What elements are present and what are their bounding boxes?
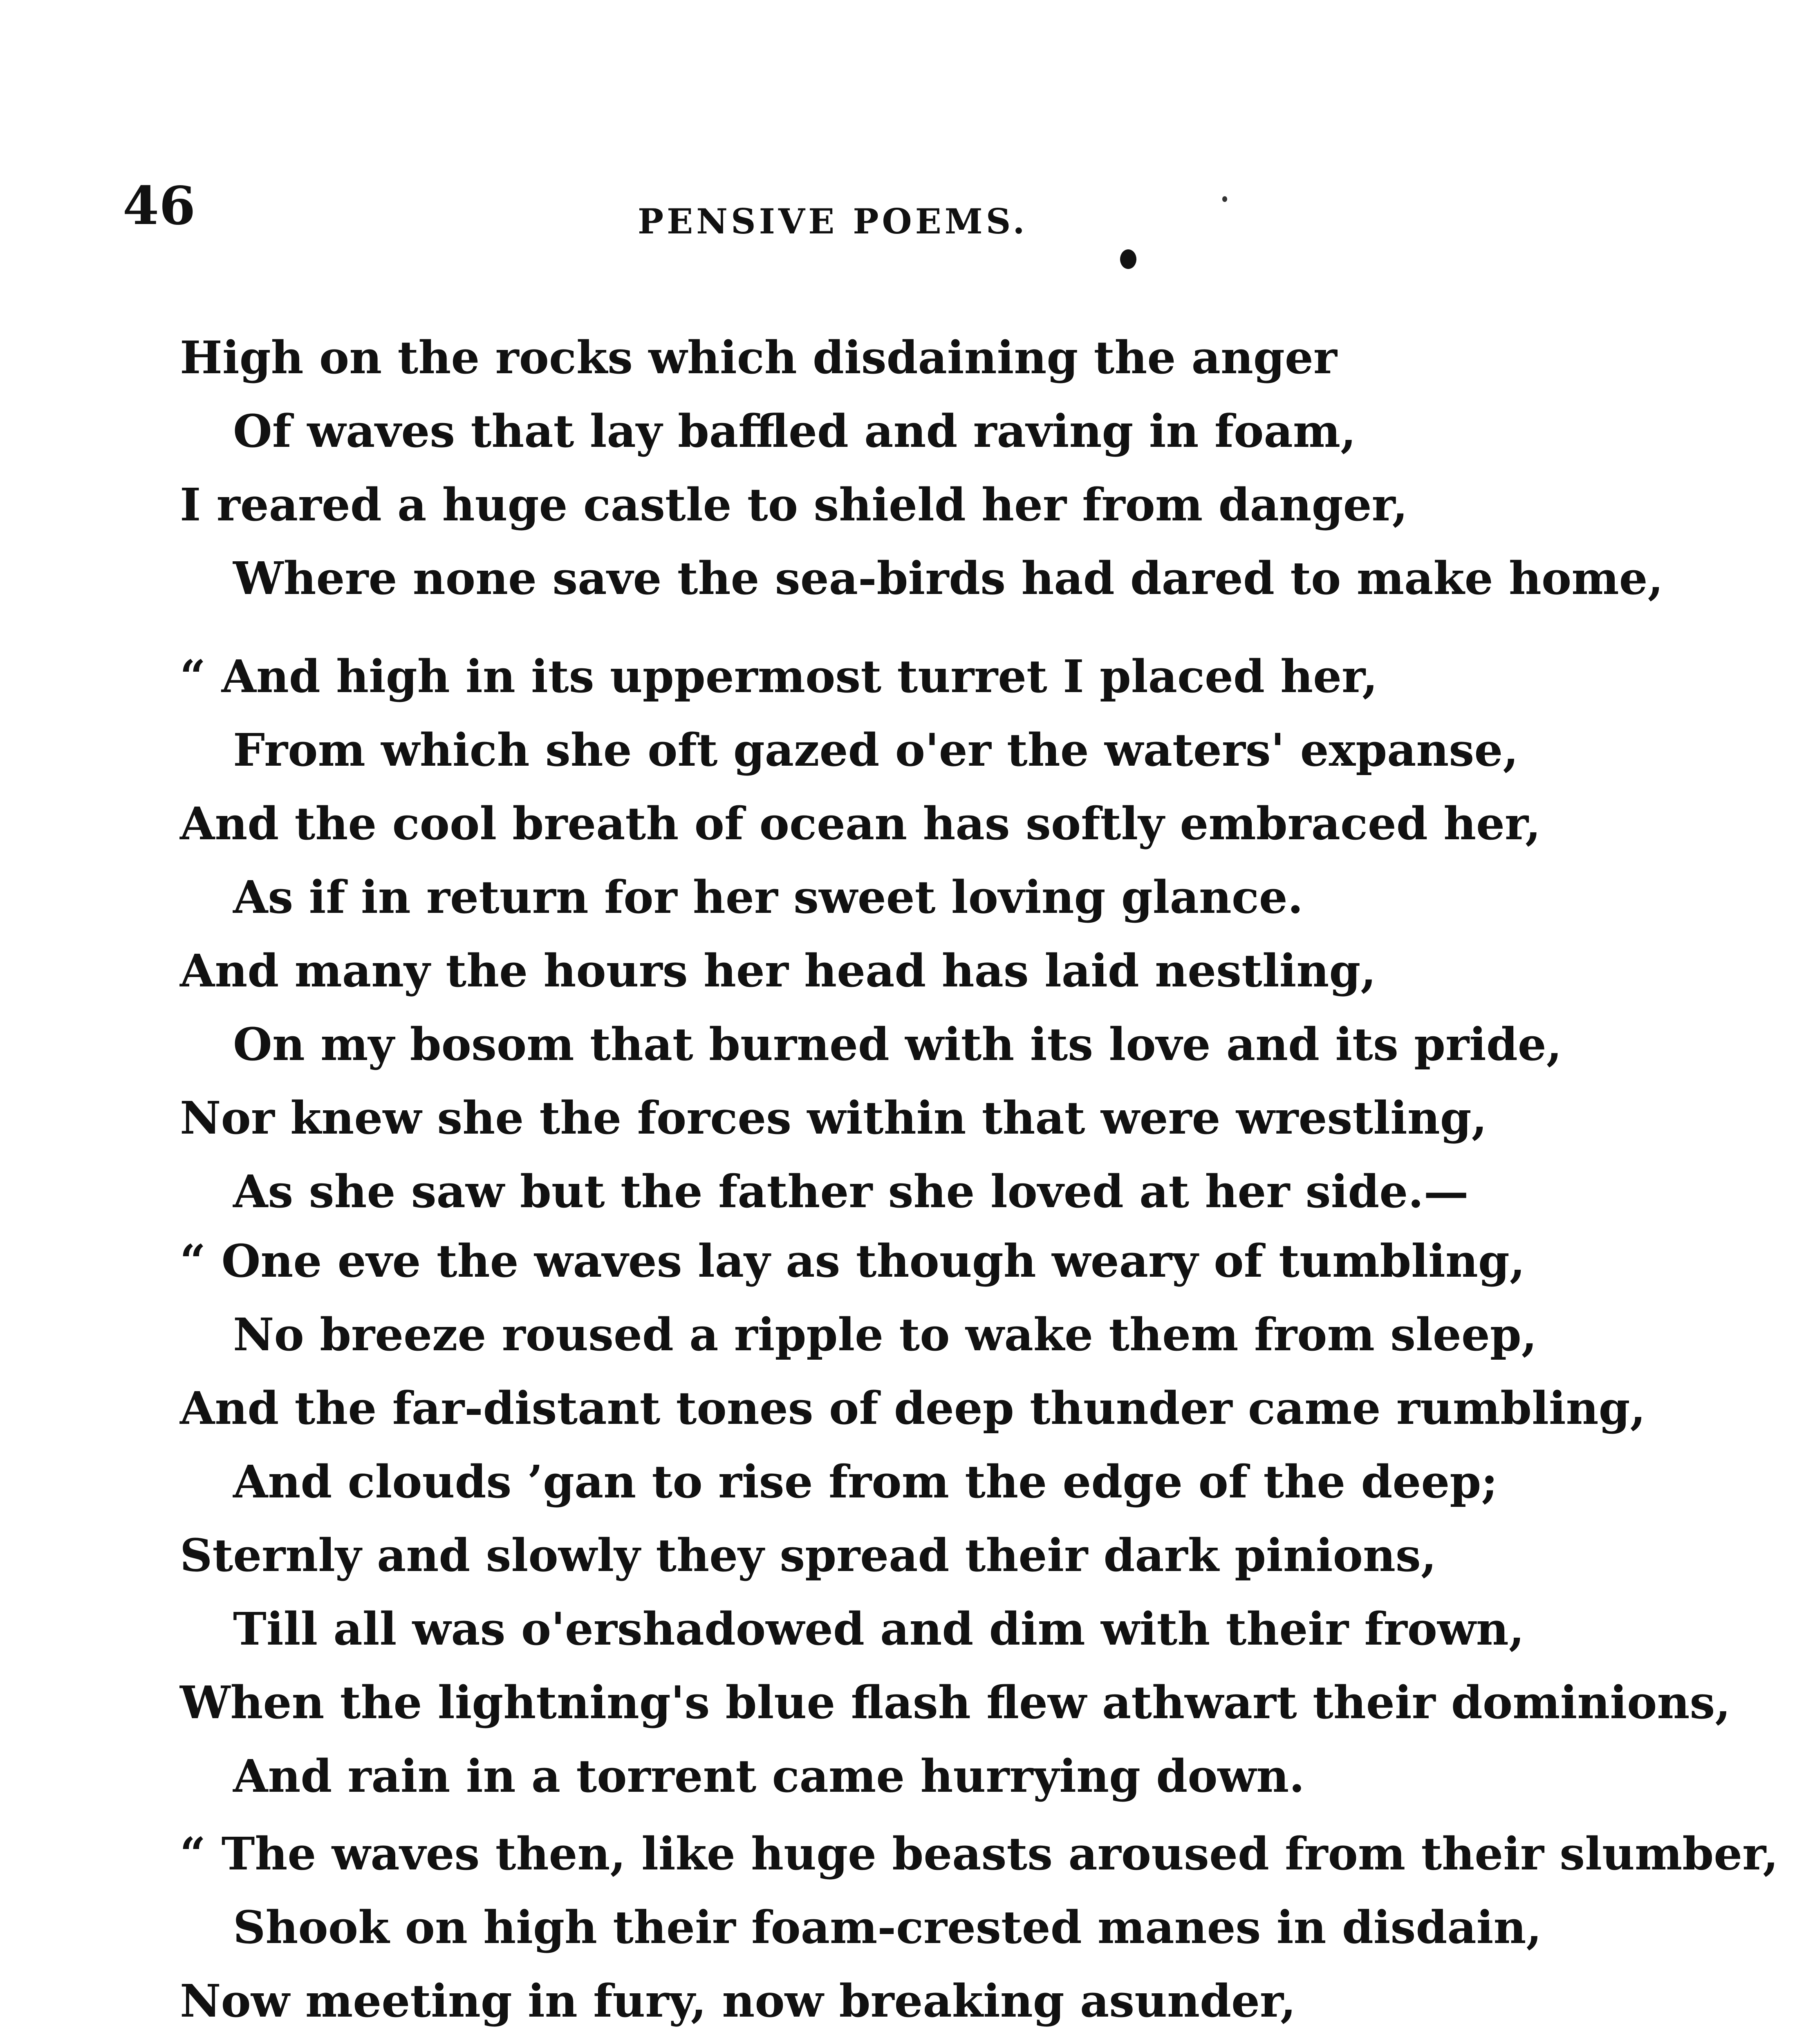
poem-line: Of waves that lay baffled and raving in foam, [233,405,1356,457]
poem-line: And many the hours her head has laid nestling, [180,944,1376,997]
poem-line: As she saw but the father she loved at her side.— [233,1165,1469,1218]
ink-dot [1120,249,1136,269]
poem-line: And clouds ’gan to rise from the edge of the deep; [233,1455,1498,1508]
poem-line: Sternly and slowly they spread their dark pinions, [180,1529,1437,1582]
poem-line: “ One eve the waves lay as though weary of tumbling, [180,1235,1526,1287]
poem-line: Now meeting in fury, now breaking asunder, [180,1975,1296,2027]
poem-line: Shook on high their foam-crested manes in disdain, [233,1901,1542,1954]
poem-line: On my bosom that burned with its love and its pride, [233,1018,1562,1071]
poem-line: And the cool breath of ocean has softly embraced her, [180,797,1541,850]
poem-line: No breeze roused a ripple to wake them from sleep, [233,1308,1537,1361]
poem-line: High on the rocks which disdaining the anger [180,331,1337,384]
poem-line: And rain in a torrent came hurrying down. [233,1750,1305,1802]
poem-line: “ And high in its uppermost turret I placed her, [180,650,1378,703]
poem-line: When the lightning's blue flash flew athwart their dominions, [180,1676,1731,1729]
poem-line: Where none save the sea-birds had dared to make home, [233,552,1663,605]
page-number: 46 [123,175,196,237]
poem-line: “ The waves then, like huge beasts aroused from their slumber, [180,1827,1779,1880]
poem-line: Nor knew she the forces within that were wrestling, [180,1091,1487,1144]
poem-line: And the far-distant tones of deep thunder came rumbling, [180,1382,1646,1434]
poem-line: Till all was o'ershadowed and dim with their frown, [233,1602,1525,1655]
poem-line: From which she oft gazed o'er the waters' expanse, [233,724,1519,776]
poem-line: I reared a huge castle to shield her from danger, [180,478,1408,531]
running-title: PENSIVE POEMS. [638,201,1028,242]
ink-speck [1222,196,1227,202]
poem-line: As if in return for her sweet loving glance. [233,871,1304,923]
